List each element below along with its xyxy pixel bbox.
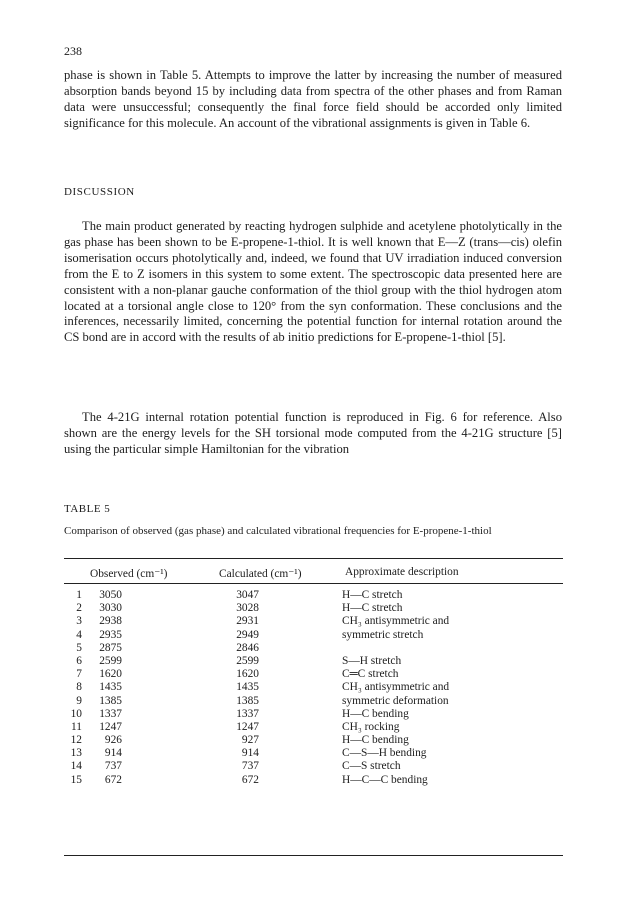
description: C═C stretch xyxy=(342,668,399,681)
description: H—C stretch xyxy=(342,589,403,601)
row-number: 15 xyxy=(70,773,82,786)
row-number: 2 xyxy=(76,602,82,615)
calculated-value: 3028 xyxy=(236,602,259,615)
calculated-value: 1620 xyxy=(236,668,259,681)
row-number: 10 xyxy=(70,707,82,720)
paragraph-discussion-1: The main product generated by reacting hydrogen sulphide and acetylene photolytically in the gas phase has been shown to be E-propene-1-thiol. It is well known that E—Z (trans—cis) olefin isomerisation occurs photolytically and, indeed, we found that UV irradiation induced conversion from the E to Z isomers in this system to some extent. The spectroscopic data presented here are consistent with a non-planar gauche conformation of the thiol group with the thiol hydrogen atom located at a torsional angle close to 120° from the syn conformation. These conclusions and the inferences, necessarily limited, concerning the potential function for internal rotation around the CS bond are in accord with the results of ab initio predictions for E-propene-1-thiol [5]. xyxy=(64,219,562,345)
table-row xyxy=(0,615,627,628)
description: H—C—C bending xyxy=(342,773,428,786)
row-number: 7 xyxy=(76,668,82,681)
paragraph-discussion-2: The 4-21G internal rotation potential function is reproduced in Fig. 6 for reference. Also shown are the energy levels for the SH torsional mode computed from the 4-21G structure [5] using the particular simple Hamiltonian for the vibration xyxy=(64,410,562,456)
observed-value: 3030 xyxy=(99,602,122,615)
row-number: 12 xyxy=(70,734,82,747)
table-row xyxy=(0,734,627,747)
calculated-value: 2949 xyxy=(236,628,259,641)
row-number: 14 xyxy=(70,760,82,773)
calculated-value: 1337 xyxy=(236,707,259,720)
calculated-value: 737 xyxy=(241,760,259,773)
description: C—S—H bending xyxy=(342,747,427,760)
calculated-value: 914 xyxy=(241,747,259,760)
table-row xyxy=(0,774,627,787)
table-row xyxy=(0,708,627,721)
header-observed: Observed (cm⁻¹) xyxy=(90,568,168,580)
observed-value: 672 xyxy=(104,773,122,786)
table-header xyxy=(0,566,627,580)
description: CH₃ antisymmetric and xyxy=(342,681,450,694)
calculated-value: 2599 xyxy=(236,654,259,667)
page-number: 238 xyxy=(64,44,82,58)
table-caption: Comparison of observed (gas phase) and calculated vibrational frequencies for E-propene-1-thiol xyxy=(64,525,492,537)
paragraph-intro: phase is shown in Table 5. Attempts to improve the latter by increasing the number of measured absorption bands beyond 15 by including data from spectra of the other phases and from Raman data were unsuccessful; consequently the final force field should be accorded only limited significance for this molecule. An account of the vibrational assignments is given in Table 6. xyxy=(64,68,562,130)
observed-value: 926 xyxy=(104,734,122,747)
description: H—C stretch xyxy=(342,602,403,615)
description: C—S stretch xyxy=(342,760,401,773)
table-row xyxy=(0,629,627,642)
observed-value: 1385 xyxy=(99,694,122,707)
observed-value: 2599 xyxy=(99,654,122,667)
table-row xyxy=(0,589,627,602)
table-label: TABLE 5 xyxy=(64,503,111,515)
row-number: 5 xyxy=(76,641,82,654)
row-number: 6 xyxy=(76,654,82,667)
description: symmetric deformation xyxy=(342,694,449,707)
table-row xyxy=(0,695,627,708)
row-number: 3 xyxy=(76,615,82,628)
calculated-value: 3047 xyxy=(236,589,259,601)
calculated-value: 672 xyxy=(241,773,259,786)
header-calculated: Calculated (cm⁻¹) xyxy=(219,568,302,580)
observed-value: 2935 xyxy=(99,628,122,641)
calculated-value: 2846 xyxy=(236,641,259,654)
header-description: Approximate description xyxy=(345,566,459,578)
table-row xyxy=(0,655,627,668)
table-row xyxy=(0,681,627,694)
row-number: 8 xyxy=(76,681,82,694)
observed-value: 1435 xyxy=(99,681,122,694)
observed-value: 737 xyxy=(104,760,122,773)
observed-value: 2938 xyxy=(99,615,122,628)
description: S—H stretch xyxy=(342,654,402,667)
observed-value: 1247 xyxy=(99,720,122,733)
row-number: 9 xyxy=(76,694,82,707)
table-rule-top xyxy=(64,558,563,559)
table-row xyxy=(0,721,627,734)
table-row xyxy=(0,642,627,655)
table-body xyxy=(0,589,627,787)
observed-value: 914 xyxy=(104,747,122,760)
row-number: 1 xyxy=(76,589,82,601)
section-heading-discussion: DISCUSSION xyxy=(64,186,135,198)
table-row xyxy=(0,747,627,760)
table-row xyxy=(0,602,627,615)
calculated-value: 927 xyxy=(241,734,259,747)
calculated-value: 2931 xyxy=(236,615,259,628)
table-rule-bottom xyxy=(64,855,563,856)
calculated-value: 1247 xyxy=(236,720,259,733)
table-rule-header xyxy=(64,583,563,584)
table-row xyxy=(0,760,627,773)
description: symmetric stretch xyxy=(342,628,424,641)
row-number: 13 xyxy=(70,747,82,760)
observed-value: 1337 xyxy=(99,707,122,720)
observed-value: 2875 xyxy=(99,641,122,654)
row-number: 11 xyxy=(71,720,82,733)
table-row xyxy=(0,668,627,681)
description: H—C bending xyxy=(342,707,409,720)
description: CH₃ rocking xyxy=(342,720,400,733)
calculated-value: 1385 xyxy=(236,694,259,707)
row-number: 4 xyxy=(76,628,82,641)
description: CH₃ antisymmetric and xyxy=(342,615,450,628)
description: H—C bending xyxy=(342,734,409,747)
calculated-value: 1435 xyxy=(236,681,259,694)
observed-value: 1620 xyxy=(99,668,122,681)
observed-value: 3050 xyxy=(99,589,122,601)
